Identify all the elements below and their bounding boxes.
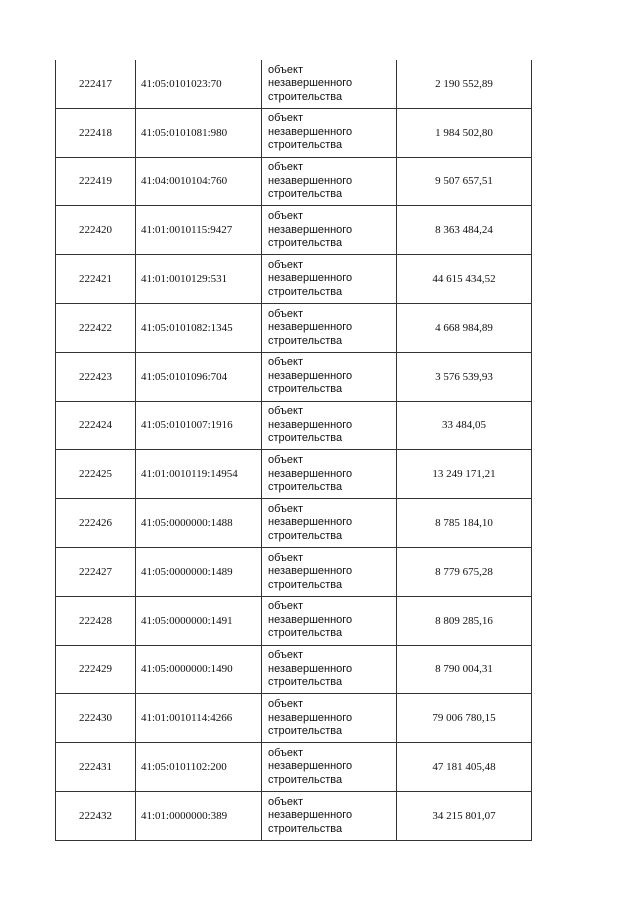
cadastral-number-cell: 41:05:0101096:704 — [136, 352, 262, 401]
table-row — [56, 596, 532, 645]
object-type-cell: объект незавершенного строительства — [262, 401, 397, 450]
table-row — [56, 547, 532, 596]
table-row — [56, 60, 532, 108]
cadastral-number-cell: 41:05:0101081:980 — [136, 108, 262, 157]
row-number-cell: 222417 — [56, 60, 136, 108]
cadastral-value-cell: 8 809 285,16 — [397, 596, 532, 645]
cadastral-number-cell: 41:01:0010129:531 — [136, 255, 262, 304]
object-type-cell: объект незавершенного строительства — [262, 352, 397, 401]
table-row — [56, 255, 532, 304]
cadastral-value-cell: 3 576 539,93 — [397, 352, 532, 401]
cadastral-value-cell: 8 363 484,24 — [397, 206, 532, 255]
table-row — [56, 694, 532, 743]
table-row — [56, 401, 532, 450]
row-number-cell: 222432 — [56, 791, 136, 840]
row-number-cell: 222423 — [56, 352, 136, 401]
object-type-cell: объект незавершенного строительства — [262, 791, 397, 840]
object-type-cell: объект незавершенного строительства — [262, 303, 397, 352]
cadastral-number-cell: 41:05:0101082:1345 — [136, 303, 262, 352]
cadastral-value-cell: 13 249 171,21 — [397, 450, 532, 499]
row-number-cell: 222431 — [56, 743, 136, 792]
object-type-cell: объект незавершенного строительства — [262, 743, 397, 792]
cadastral-number-cell: 41:05:0000000:1489 — [136, 547, 262, 596]
object-type-cell: объект незавершенного строительства — [262, 450, 397, 499]
object-type-cell: объект незавершенного строительства — [262, 596, 397, 645]
cadastral-value-cell: 4 668 984,89 — [397, 303, 532, 352]
table-row — [56, 108, 532, 157]
cadastral-value-cell: 79 006 780,15 — [397, 694, 532, 743]
cadastral-number-cell: 41:01:0010114:4266 — [136, 694, 262, 743]
cadastral-value-cell: 2 190 552,89 — [397, 60, 532, 108]
table-row — [56, 450, 532, 499]
cadastral-value-cell: 47 181 405,48 — [397, 743, 532, 792]
cadastral-number-cell: 41:01:0010115:9427 — [136, 206, 262, 255]
row-number-cell: 222428 — [56, 596, 136, 645]
table-row — [56, 645, 532, 694]
row-number-cell: 222429 — [56, 645, 136, 694]
cadastral-number-cell: 41:05:0000000:1490 — [136, 645, 262, 694]
table-row — [56, 352, 532, 401]
row-number-cell: 222421 — [56, 255, 136, 304]
table-row — [56, 791, 532, 840]
cadastral-number-cell: 41:01:0000000:389 — [136, 791, 262, 840]
row-number-cell: 222418 — [56, 108, 136, 157]
cadastral-value-cell: 44 615 434,52 — [397, 255, 532, 304]
cadastral-value-cell: 1 984 502,80 — [397, 108, 532, 157]
table-row — [56, 206, 532, 255]
object-type-cell: объект незавершенного строительства — [262, 108, 397, 157]
table-row — [56, 499, 532, 548]
cadastral-value-cell: 8 785 184,10 — [397, 499, 532, 548]
cadastral-value-cell: 9 507 657,51 — [397, 157, 532, 206]
row-number-cell: 222430 — [56, 694, 136, 743]
object-type-cell: объект незавершенного строительства — [262, 547, 397, 596]
object-type-cell: объект незавершенного строительства — [262, 157, 397, 206]
object-type-cell: объект незавершенного строительства — [262, 255, 397, 304]
row-number-cell: 222420 — [56, 206, 136, 255]
cadastral-value-cell: 8 790 004,31 — [397, 645, 532, 694]
cadastral-number-cell: 41:01:0010119:14954 — [136, 450, 262, 499]
row-number-cell: 222419 — [56, 157, 136, 206]
cadastral-number-cell: 41:05:0000000:1488 — [136, 499, 262, 548]
cadastral-number-cell: 41:05:0101007:1916 — [136, 401, 262, 450]
cadastral-number-cell: 41:05:0101102:200 — [136, 743, 262, 792]
object-type-cell: объект незавершенного строительства — [262, 645, 397, 694]
property-table-body — [56, 60, 532, 840]
table-row — [56, 157, 532, 206]
cadastral-value-cell: 8 779 675,28 — [397, 547, 532, 596]
object-type-cell: объект незавершенного строительства — [262, 694, 397, 743]
object-type-cell: объект незавершенного строительства — [262, 499, 397, 548]
cadastral-number-cell: 41:05:0101023:70 — [136, 60, 262, 108]
cadastral-value-cell: 34 215 801,07 — [397, 791, 532, 840]
object-type-cell: объект незавершенного строительства — [262, 60, 397, 108]
cadastral-number-cell: 41:04:0010104:760 — [136, 157, 262, 206]
property-table — [55, 60, 532, 841]
cadastral-number-cell: 41:05:0000000:1491 — [136, 596, 262, 645]
document-page — [55, 60, 516, 841]
row-number-cell: 222424 — [56, 401, 136, 450]
row-number-cell: 222422 — [56, 303, 136, 352]
object-type-cell: объект незавершенного строительства — [262, 206, 397, 255]
table-row — [56, 303, 532, 352]
row-number-cell: 222426 — [56, 499, 136, 548]
cadastral-value-cell: 33 484,05 — [397, 401, 532, 450]
row-number-cell: 222427 — [56, 547, 136, 596]
row-number-cell: 222425 — [56, 450, 136, 499]
table-row — [56, 743, 532, 792]
